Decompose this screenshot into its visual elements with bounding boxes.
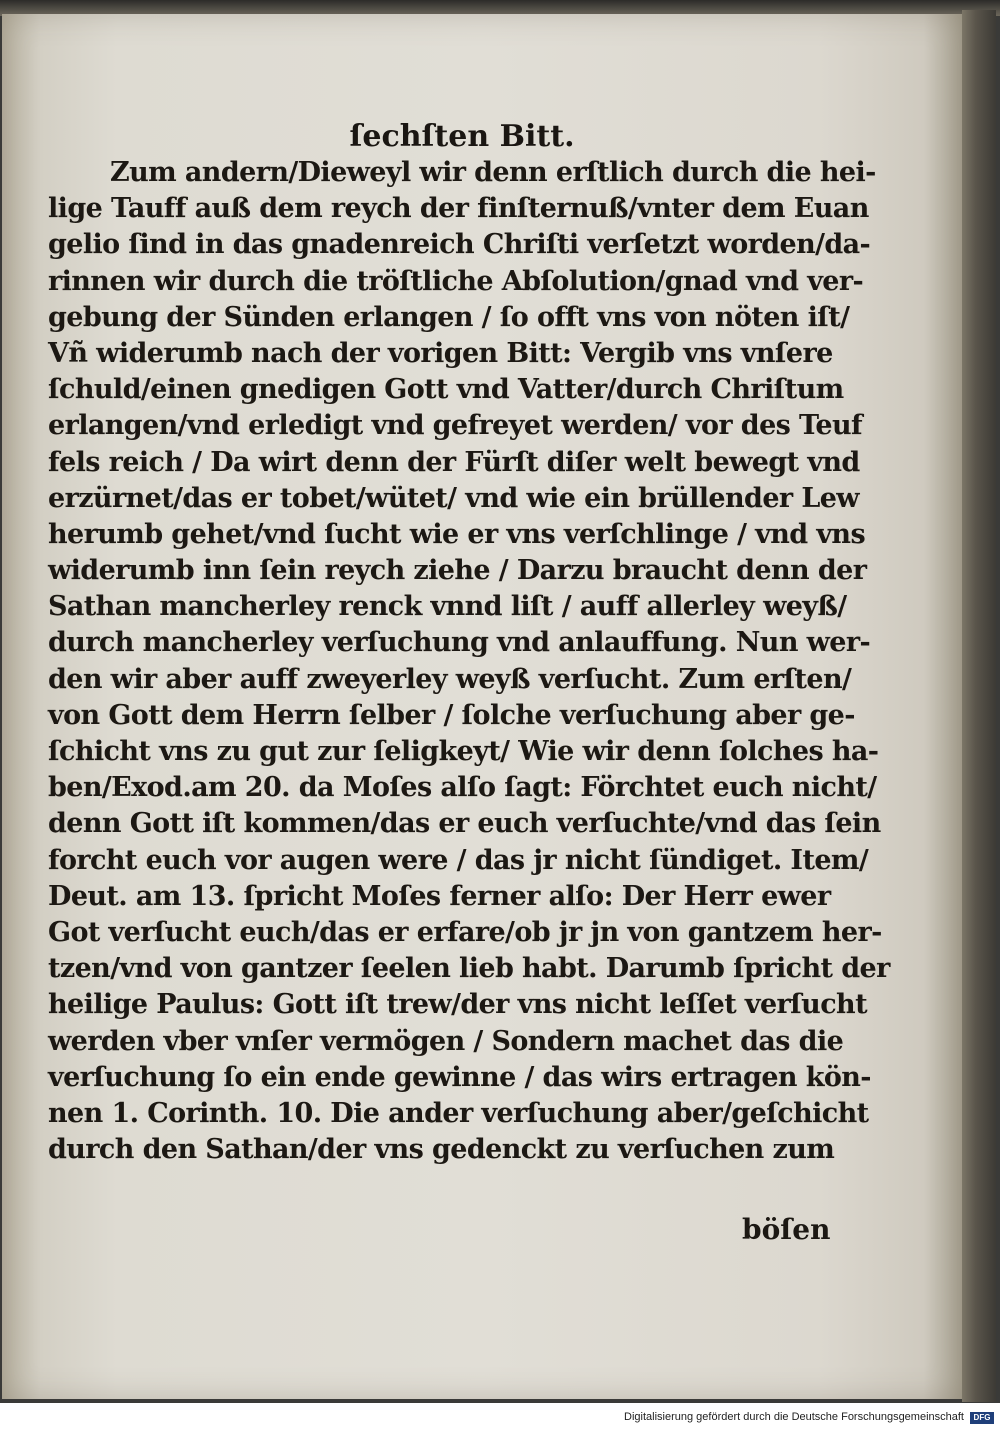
text-line: erzürnet/das er tobet/wütet/ vnd wie ein brüllender Lew bbox=[48, 482, 859, 514]
text-line: Got verſucht euch/das er erfare/ob jr jn von gantzem her- bbox=[48, 916, 882, 948]
book-page bbox=[2, 14, 962, 1399]
dfg-logo-icon: DFG bbox=[970, 1412, 994, 1424]
text-line: ſchicht vns zu gut zur ſeligkeyt/ Wie wir denn ſolches ha- bbox=[48, 736, 879, 767]
text-line: Deut. am 13. ſpricht Moſes ferner alſo: Der Herr ewer bbox=[48, 880, 831, 912]
text-line: gelio ſind in das gnadenreich Chriſti verſetzt worden/da- bbox=[48, 229, 871, 261]
text-line: denn Gott iſt kommen/das er euch verſuchte/vnd das ſein bbox=[48, 808, 881, 840]
text-line: gebung der Sünden erlangen / ſo offt vns von nöten iſt/ bbox=[48, 301, 850, 333]
text-line: von Gott dem Herrn ſelber / ſolche verſuchung aber ge- bbox=[48, 699, 855, 731]
text-line: Sathan mancherley renck vnnd liſt / auff allerley weyß/ bbox=[48, 591, 847, 623]
running-header: ſechſten Bitt. bbox=[349, 119, 575, 154]
text-line: Vñ widerumb nach der vorigen Bitt: Vergib vns vnſere bbox=[48, 337, 833, 369]
text-line: durch den Sathan/der vns gedenckt zu verſuchen zum bbox=[48, 1134, 835, 1166]
text-line: rinnen wir durch die tröſtliche Abſolution/gnad vnd ver- bbox=[48, 265, 864, 297]
text-line: Zum andern/Dieweyl wir denn erſtlich durch die hei- bbox=[110, 157, 876, 188]
text-line: heilige Paulus: Gott iſt trew/der vns nicht leſſet verſucht bbox=[48, 989, 867, 1021]
text-line: erlangen/vnd erledigt vnd gefreyet werden/ vor des Teuf bbox=[48, 410, 863, 442]
text-line: den wir aber auff zweyerley weyß verſucht. Zum erſten/ bbox=[48, 663, 852, 695]
text-line: herumb gehet/vnd ſucht wie er vns verſchlinge / vnd vns bbox=[48, 518, 866, 550]
text-line: ſchuld/einen gnedigen Gott vnd Vatter/durch Chriſtum bbox=[48, 374, 844, 406]
text-line: ben/Exod.am 20. da Moſes alſo ſagt: Förchtet euch nicht/ bbox=[48, 772, 877, 804]
text-line: tzen/vnd von gantzer ſeelen lieb habt. Darumb ſpricht der bbox=[48, 953, 890, 985]
text-line: verſuchung ſo ein ende gewinne / das wirs ertragen kön- bbox=[48, 1061, 871, 1093]
catchword: böſen bbox=[742, 1213, 831, 1246]
body-text bbox=[48, 155, 890, 1168]
text-line: forcht euch vor augen were / das jr nicht ſündiget. Item/ bbox=[48, 844, 869, 876]
text-line: widerumb inn ſein reych ziehe / Darzu braucht denn der bbox=[48, 555, 867, 587]
text-line: werden vber vnſer vermögen / Sondern machet das die bbox=[48, 1025, 844, 1057]
text-line: lige Tauff auß dem reych der finſternuß/vnter dem Euan bbox=[48, 193, 869, 225]
text-line: nen 1. Corinth. 10. Die ander verſuchung aber/geſchicht bbox=[48, 1097, 869, 1129]
text-line: durch mancherley verſuchung vnd anlauffung. Nun wer- bbox=[48, 627, 871, 659]
text-line: fels reich / Da wirt denn der Fürſt diſer welt bewegt vnd bbox=[48, 446, 860, 478]
page-side-edge bbox=[962, 10, 996, 1402]
funding-credit: Digitalisierung gefördert durch die Deutsche Forschungsgemeinschaft bbox=[624, 1411, 964, 1423]
footer-bar bbox=[0, 1403, 1000, 1433]
